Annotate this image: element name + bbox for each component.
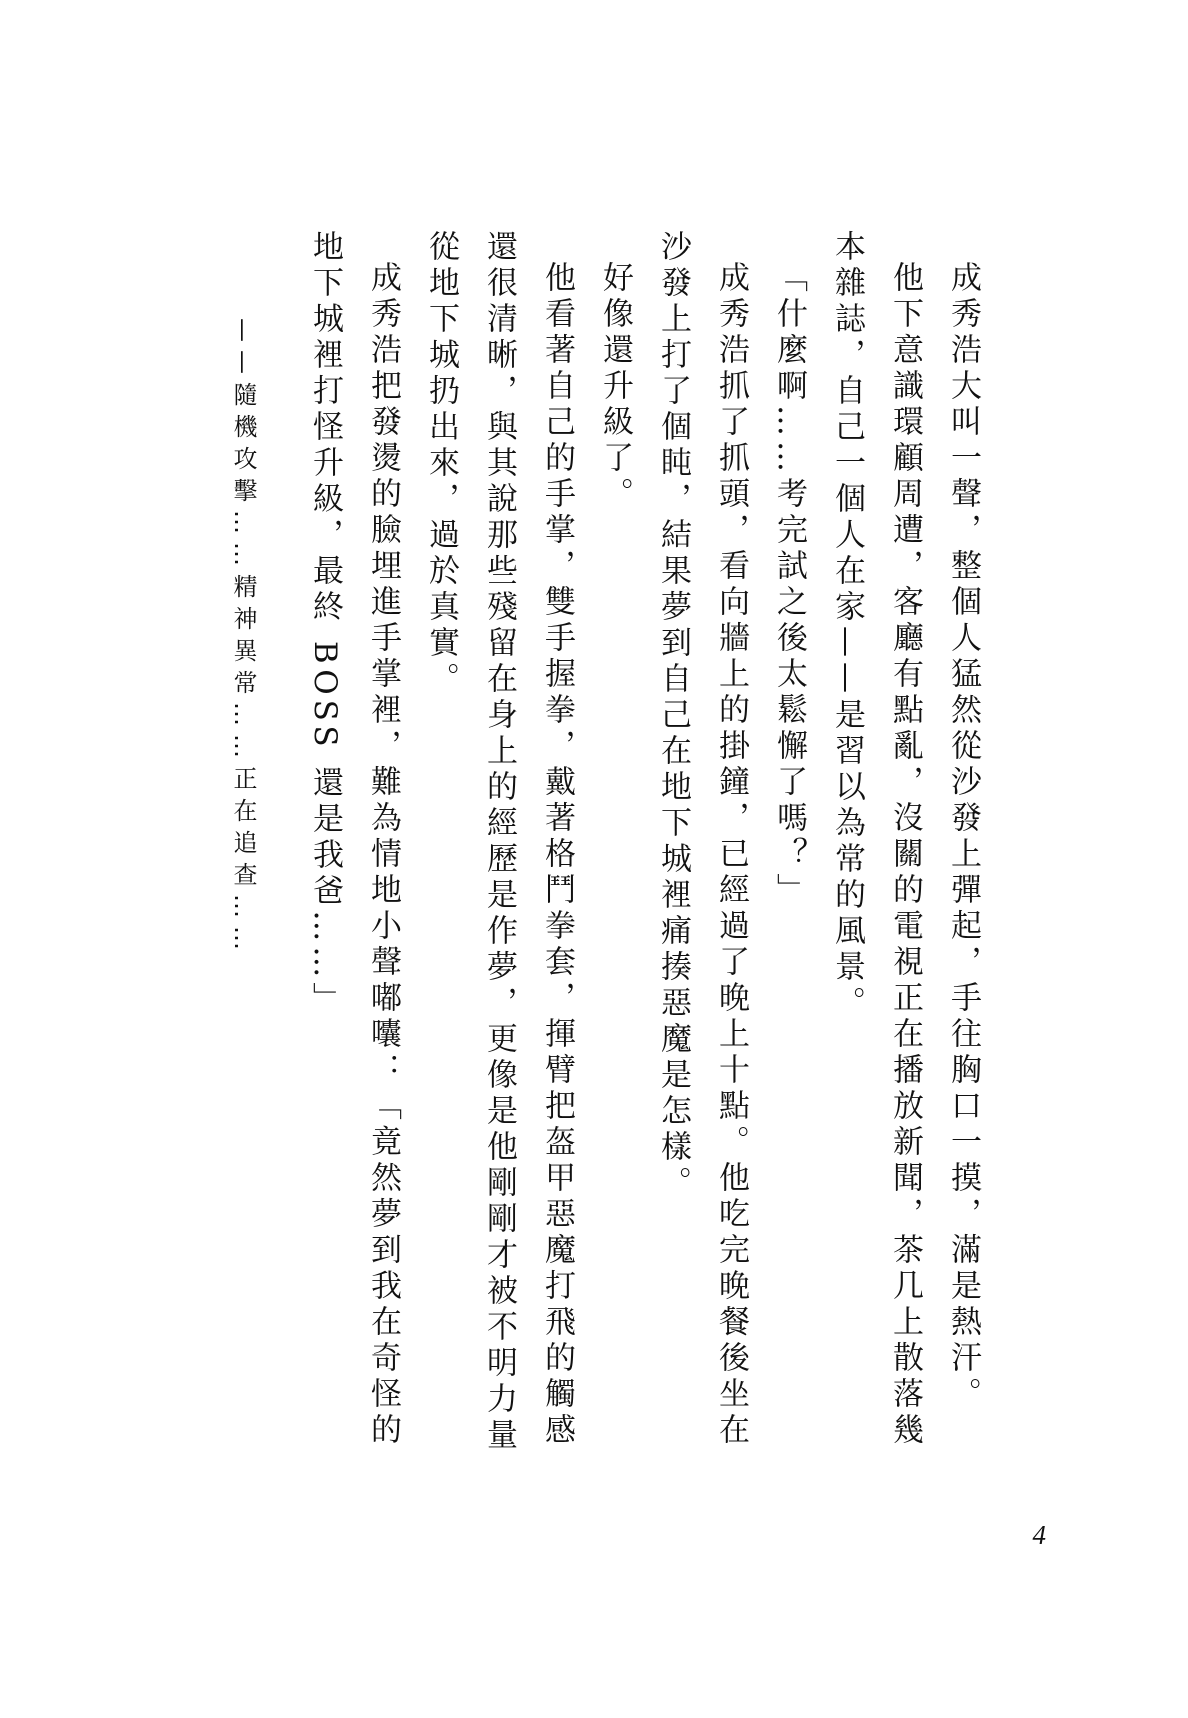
paragraph-3: 「什麼啊……考完試之後太鬆懈了嗎？」 <box>771 261 807 909</box>
paragraph-2: 他下意識環顧周遭，客廳有點亂，沒關的電視正在播放新聞，茶几上散落幾本雜誌，自己一個人在家——是習以為常的風景。 <box>829 230 923 1449</box>
paragraph-6: 他看著自己的手掌，雙手握拳，戴著格鬥拳套，揮臂把盔甲惡魔打飛的觸感還很清晰，與其說那些殘留在身上的經歷是作夢，更像是他剛剛才被不明力量從地下城扔出來，過於真實。 <box>423 230 575 1454</box>
paragraph-1: 成秀浩大叫一聲，整個人猛然從沙發上彈起，手往胸口一摸，滿是熱汗。 <box>945 261 981 1413</box>
paragraph-7: 成秀浩把發燙的臉埋進手掌裡，難為情地小聲嘟囔：「竟然夢到我在奇怪的地下城裡打怪升級，最終 BOSS 還是我爸……」 <box>307 230 401 1449</box>
page-number: 4 <box>1032 1520 1046 1550</box>
main-text <box>172 230 992 1460</box>
paragraph-4: 成秀浩抓了抓頭，看向牆上的掛鐘，已經過了晚上十點。他吃完晚餐後坐在沙發上打了個盹，結果夢到自己在地下城裡痛揍惡魔是怎樣。 <box>655 230 749 1449</box>
paragraph-5: 好像還升級了。 <box>597 261 633 513</box>
system-message: ——隨機攻擊……精神異常……正在追查…… <box>229 318 257 958</box>
